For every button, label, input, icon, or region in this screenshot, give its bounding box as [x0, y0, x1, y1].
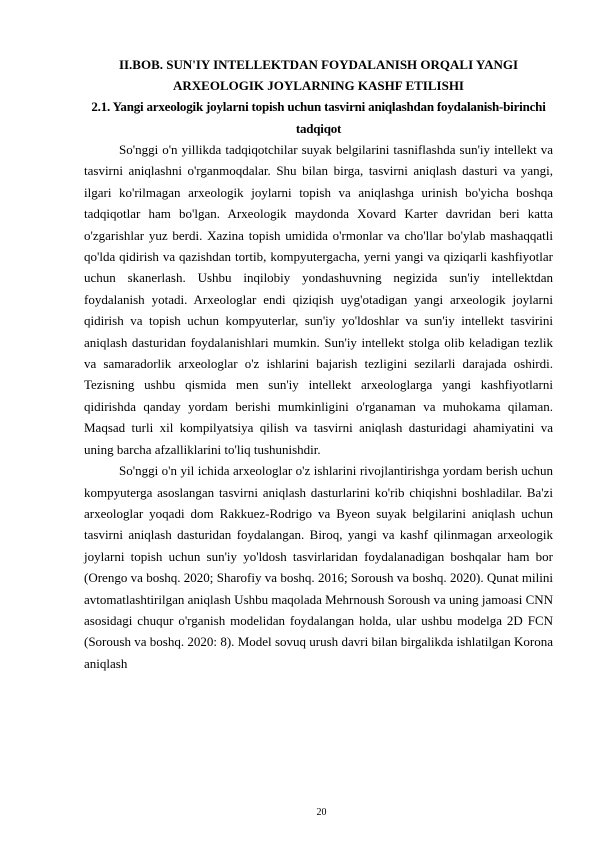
page-number: 20 [316, 807, 327, 818]
page-content [84, 54, 553, 674]
body-paragraph-1: So'nggi o'n yillikda tadqiqotchilar suyak belgilarini tasniflashda sun'iy intellekt va tasvirni aniqlashni o'rganmoqdalar. Shu bilan birga, tasvirni aniqlash dasturi va yangi, ilgari ko'rilmagan arxeologik joylarni topish va aniqlashga urinish bo'yicha boshqa tadqiqotlar ham bo'lgan. Arxeologik maydonda Xovard Karter davridan beri katta o'zgarishlar yuz berdi. Xazina topish umidida o'rmonlar va cho'llar bo'ylab mashaqqatli qo'lda qidirish va qazishdan tortib, kompyutergacha, yerni yangi va qiziqarli kashfiyotlar uchun skanerlash. Ushbu inqilobiy yondashuvning negizida sun'iy intellektdan foydalanish yotadi. Arxeologlar endi qiziqish uyg'otadigan yangi arxeologik joylarni qidirish va topish uchun kompyuterlar, sun'iy yo'ldoshlar va sun'iy intellekt tasvirini aniqlash dasturidan foydalanishlari mumkin. Sun'iy intellekt stolga olib keladigan tezlik va samaradorlik arxeologlar o'z ishlarini bajarish tezligini sezilarli darajada oshirdi. Tezisning ushbu qismida men sun'iy intellekt arxeologlarga yangi kashfiyotlarni qidirishda qanday yordam berishi mumkinligini o'rganaman va muhokama qilaman. Maqsad turli xil kompilyatsiya qilish va tasvirni aniqlash dasturidagi ahamiyatini va uning barcha afzalliklarini to'liq tushunishdir. [84, 142, 553, 457]
body-paragraph-2: So'nggi o'n yil ichida arxeologlar o'z ishlarini rivojlantirishga yordam berish uchun kompyuterga asoslangan tasvirni aniqlash dasturlarini ko'rib chiqishni boshladilar. Ba'zi arxeologlar yoqadi dom Rakkuez-Rodrigo va Byeon suyak belgilarini aniqlash uchun tasvirni aniqlash dasturidan foydalangan. Biroq, yangi va kashf qilinmagan arxeologik joylarni topish uchun sun'iy yo'ldosh tasvirlaridan foydalanadigan boshqalar ham bor (Orengo va boshq. 2020; Sharofiy va boshq. 2016; Soroush va boshq. 2020). Qunat milini avtomatlashtirilgan aniqlash Ushbu maqolada Mehrnoush Soroush va uning jamoasi CNN asosidagi chuqur o'rganish modelidan foydalangan holda, ular ushbu modelga 2D FCN (Soroush va boshq. 2020: 8). Model sovuq urush davri bilan birgalikda ishlatilgan Korona aniqlash [84, 463, 554, 671]
section-title: 2.1. Yangi arxeologik joylarni topish uchun tasvirni aniqlashdan foydalanish-birinchi tadqiqot [91, 99, 546, 136]
chapter-title: II.BOB. SUN'IY INTELLEKTDAN FOYDALANISH ORQALI YANGI ARXEOLOGIK JOYLARNING KASHF ETILISHI [118, 57, 519, 93]
